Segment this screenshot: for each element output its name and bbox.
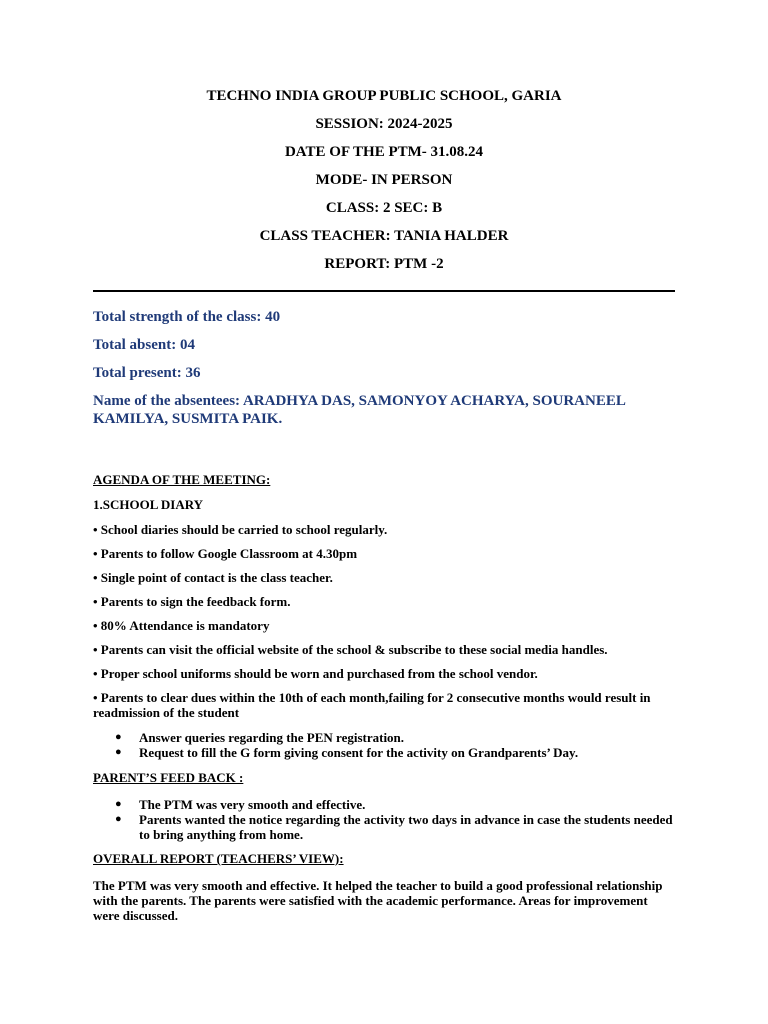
list-item <box>93 797 675 812</box>
total-present: Total present: 36 <box>93 365 201 381</box>
agenda-point: • Parents can visit the official website of the school & subscribe to these social media handles. <box>93 642 608 657</box>
agenda-point: • Single point of contact is the class teacher. <box>93 570 333 585</box>
agenda-point: • 80% Attendance is mandatory <box>93 618 270 633</box>
absentee-names: Name of the absentees: ARADHYA DAS, SAMONYOY ACHARYA, SOURANEEL KAMILYA, SUSMITA PAIK. <box>93 393 626 427</box>
feedback-heading: PARENT’S FEED BACK : <box>93 770 244 785</box>
list-item-text: The PTM was very smooth and effective. <box>139 797 366 812</box>
list-item-text: Answer queries regarding the PEN registration. <box>139 730 405 745</box>
feedback-list <box>93 797 675 842</box>
list-item-text: Request to fill the G form giving consent for the activity on Grandparents’ Day. <box>139 745 579 760</box>
document-page <box>93 84 675 923</box>
bullet-icon: ● <box>115 798 122 810</box>
session: SESSION: 2024-2025 <box>315 116 453 132</box>
agenda-point: • School diaries should be carried to school regularly. <box>93 522 388 537</box>
bullet-icon: ● <box>115 813 122 825</box>
list-item <box>93 745 675 760</box>
ptm-date: DATE OF THE PTM- 31.08.24 <box>284 144 484 160</box>
bullet-icon: ● <box>115 746 122 758</box>
overall-report-text: The PTM was very smooth and effective. It helped the teacher to build a good professional relationship with the parents. The parents were satisfied with the academic performance. Areas for improvement were discussed. <box>93 878 663 923</box>
agenda-point: • Parents to clear dues within the 10th of each month,failing for 2 consecutive months would result in readmission of the student <box>93 690 651 720</box>
agenda-point: • Parents to follow Google Classroom at 4.30pm <box>93 546 358 561</box>
bullet-icon: ● <box>115 731 122 743</box>
agenda-sub-list <box>93 730 675 760</box>
agenda-point: • Parents to sign the feedback form. <box>93 594 291 609</box>
list-item <box>93 730 675 745</box>
report-title: REPORT: PTM -2 <box>324 256 444 272</box>
list-item <box>93 812 675 842</box>
total-absent: Total absent: 04 <box>93 337 195 353</box>
horizontal-rule <box>93 290 675 292</box>
school-diary-heading: 1.SCHOOL DIARY <box>93 497 204 512</box>
class-section: CLASS: 2 SEC: B <box>325 200 443 216</box>
agenda-heading: AGENDA OF THE MEETING: <box>93 472 271 487</box>
agenda-point: • Proper school uniforms should be worn and purchased from the school vendor. <box>93 666 538 681</box>
class-teacher: CLASS TEACHER: TANIA HALDER <box>259 228 509 244</box>
total-strength: Total strength of the class: 40 <box>93 309 281 325</box>
school-name: TECHNO INDIA GROUP PUBLIC SCHOOL, GARIA <box>206 88 562 104</box>
list-item-text: Parents wanted the notice regarding the activity two days in advance in case the students needed to bring anything from home. <box>139 812 673 842</box>
ptm-mode: MODE- IN PERSON <box>315 172 453 188</box>
overall-report-heading: OVERALL REPORT (TEACHERS’ VIEW): <box>93 851 344 866</box>
